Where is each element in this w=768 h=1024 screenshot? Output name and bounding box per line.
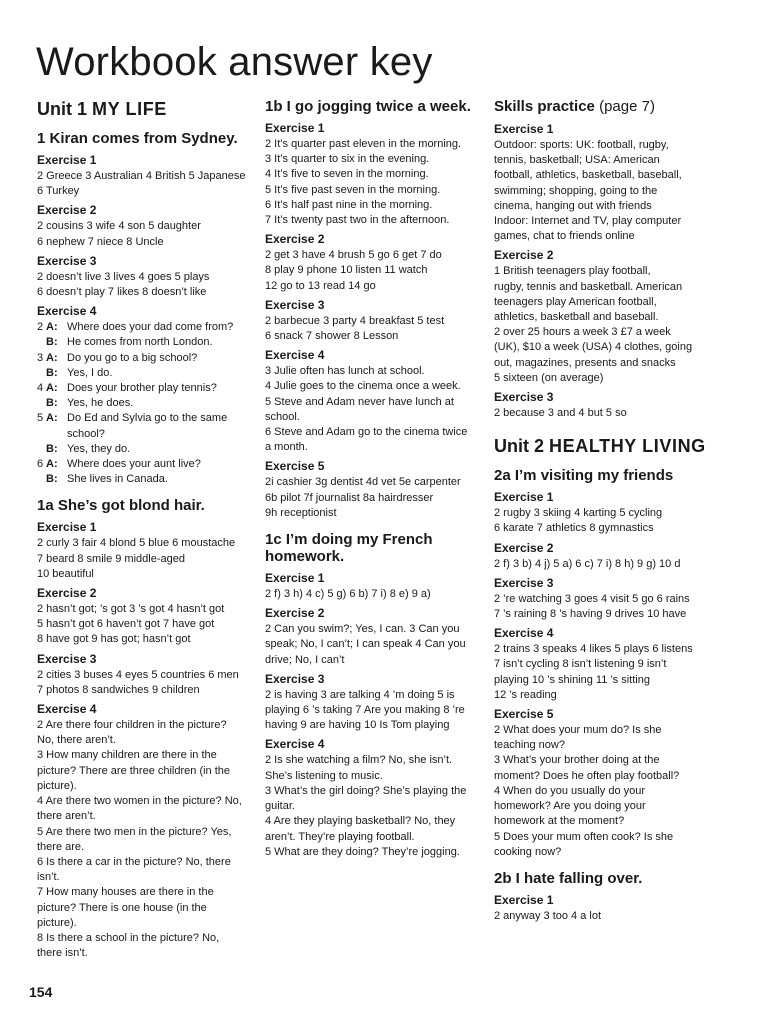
answer-line: 12 ’s reading: [494, 688, 557, 701]
unit-heading: [37, 98, 259, 120]
unit-number: Unit 2: [494, 436, 545, 457]
exercise-block: [37, 153, 259, 199]
dialogue-text: Where does your aunt live?: [67, 458, 201, 471]
exercise-block: [37, 586, 259, 648]
answer-line: 2 because 3 and 4 but 5 so: [494, 407, 627, 420]
answer-line: 4 It’s five to seven in the morning.: [265, 168, 429, 181]
dialogue-number: [37, 366, 46, 381]
exercise-block: [494, 576, 734, 622]
answer-line: picture).: [37, 779, 77, 792]
exercise-heading: Exercise 4: [494, 626, 554, 641]
exercise-block: [265, 348, 487, 455]
answer-line: 8 have got 9 has got; hasn’t got: [37, 633, 191, 646]
column-3: [494, 98, 734, 934]
answer-line: 9h receptionist: [265, 506, 337, 519]
answer-line: 2 What does your mum do? Is she: [494, 724, 662, 737]
dialogue-speaker: B:: [46, 366, 58, 379]
dialogue-line: [37, 472, 259, 487]
answer-line: 6 Is there a car in the picture? No, there: [37, 855, 231, 868]
answer-line: 4 Are they playing basketball? No, they: [265, 815, 456, 828]
answer-line: 4 Are there two women in the picture? No,: [37, 795, 242, 808]
lesson-section: [37, 130, 259, 487]
answer-line: aren’t. They’re playing football.: [265, 830, 415, 843]
dialogue-line: [37, 366, 259, 381]
answer-line: 12 go to 13 read 14 go: [265, 279, 376, 292]
exercise-heading: Exercise 4: [265, 737, 325, 752]
exercise-heading: Exercise 1: [37, 153, 97, 167]
skills-heading-page: (page 7): [599, 98, 655, 115]
answer-line: 6 karate 7 athletics 8 gymnastics: [494, 522, 654, 535]
answer-line: moment? Does he often play football?: [494, 769, 680, 782]
lesson-section: [265, 98, 487, 521]
exercise-block: [265, 672, 487, 734]
dialogue-speaker: B:: [46, 397, 58, 410]
answer-line: Indoor: Internet and TV, play computer: [494, 215, 682, 228]
answer-line: 6 doesn’t play 7 likes 8 doesn’t like: [37, 286, 207, 299]
answer-line: there aren’t.: [37, 810, 96, 823]
answer-line: teenagers play American football,: [494, 295, 657, 308]
exercise-heading: Exercise 3: [494, 390, 554, 405]
answer-line: out, magazines, presents and snacks: [494, 356, 676, 369]
dialogue-text: Does your brother play tennis?: [67, 382, 217, 395]
exercise-block: [265, 121, 487, 228]
dialogue-text: Do you go to a big school?: [67, 351, 198, 364]
answer-line: 7 It’s twenty past two in the afternoon.: [265, 214, 450, 227]
skills-section: [494, 98, 734, 421]
answer-line: guitar.: [265, 800, 295, 813]
dialogue-number: 2: [37, 321, 44, 334]
unit-topic: HEALTHY LIVING: [549, 436, 706, 457]
exercise-block: [265, 737, 487, 859]
answer-line: there are.: [37, 840, 85, 853]
answer-line: 5 It’s five past seven in the morning.: [265, 183, 441, 196]
exercise-block: [37, 254, 259, 300]
answer-line: 10 beautiful: [37, 567, 94, 580]
dialogue-speaker: A:: [46, 458, 58, 471]
answer-line: 3 What’s the girl doing? She’s playing the: [265, 784, 467, 797]
exercise-heading: Exercise 3: [265, 671, 325, 686]
dialogue-number: 4: [37, 382, 44, 395]
lesson-heading: 2a I’m visiting my friends: [494, 467, 674, 485]
exercise-block: [265, 232, 487, 294]
answer-line: homework? Are you doing your: [494, 800, 646, 813]
exercise-heading: Exercise 4: [37, 702, 97, 717]
answer-line: tennis, basketball; USA: American: [494, 154, 660, 167]
dialogue-line: [37, 457, 259, 472]
lesson-heading: 1a She’s got blond hair.: [37, 497, 205, 515]
lesson-heading: 1 Kiran comes from Sydney.: [37, 130, 238, 147]
dialogue-speaker: A:: [46, 321, 58, 334]
answer-line: 3 Julie often has lunch at school.: [265, 365, 425, 378]
dialogue-number: [37, 427, 46, 442]
answer-line: 5 hasn’t got 6 haven’t got 7 have got: [37, 618, 215, 631]
dialogue-number: [37, 442, 46, 457]
answer-line: teaching now?: [494, 739, 565, 752]
answer-line: picture? There are three children (in the: [37, 764, 231, 777]
dialogue-text: Do Ed and Sylvia go to the same: [67, 412, 228, 425]
dialogue-line: [37, 335, 259, 350]
answer-line: athletics, basketball and baseball.: [494, 311, 659, 324]
answer-line: school.: [265, 410, 300, 423]
dialogue-speaker: B:: [46, 442, 58, 455]
dialogue-number: [37, 472, 46, 487]
exercise-heading: Exercise 1: [494, 892, 554, 907]
answer-line: 6 nephew 7 niece 8 Uncle: [37, 235, 164, 248]
dialogue-line: [37, 396, 259, 411]
answer-line: picture).: [37, 916, 77, 929]
answer-line: She’s listening to music.: [265, 769, 383, 782]
answer-line: 7 isn’t cycling 8 isn’t listening 9 isn’t: [494, 658, 667, 671]
answer-line: (UK), $10 a week (USA) 4 clothes, going: [494, 341, 693, 354]
dialogue-speaker: A:: [46, 351, 58, 364]
exercise-block: [37, 203, 259, 249]
exercise-heading: Exercise 3: [494, 575, 554, 590]
lesson-section: [494, 870, 734, 924]
lesson-section: [37, 497, 259, 961]
exercise-heading: Exercise 1: [494, 122, 554, 136]
dialogue-text: Where does your dad come from?: [67, 321, 234, 334]
dialogue-line: [37, 411, 259, 426]
exercise-block: [265, 606, 487, 668]
answer-line: picture? There is one house (in the: [37, 901, 207, 914]
answer-line: Outdoor: sports: UK: football, rugby,: [494, 139, 669, 151]
answer-line: 7 photos 8 sandwiches 9 children: [37, 683, 200, 696]
answer-line: speak; No, I can’t; I can speak 4 Can you: [265, 638, 466, 651]
dialogue-number: 3: [37, 351, 44, 364]
answer-line: 2 get 3 have 4 brush 5 go 6 get 7 do: [265, 249, 442, 262]
page-title: Workbook answer key: [36, 40, 433, 84]
skills-heading-bold: Skills practice: [494, 98, 595, 115]
exercise-block: [494, 707, 734, 860]
answer-line: 2 rugby 3 skiing 4 karting 5 cycling: [494, 507, 663, 520]
dialogue-line: [37, 320, 259, 335]
exercise-block: [494, 490, 734, 536]
exercise-heading: Exercise 5: [494, 707, 554, 722]
answer-line: 2 trains 3 speaks 4 likes 5 plays 6 listens: [494, 643, 693, 656]
exercise-block: [37, 304, 259, 487]
dialogue-number: [37, 335, 46, 350]
exercise-heading: Exercise 3: [37, 651, 97, 666]
dialogue-line: [37, 442, 259, 457]
answer-line: 2 Is she watching a film? No, she isn’t.: [265, 754, 453, 767]
answer-line: 3 It’s quarter to six in the evening.: [265, 153, 430, 166]
exercise-heading: Exercise 3: [265, 297, 325, 312]
answer-line: 3 What’s your brother doing at the: [494, 754, 660, 767]
answer-line: isn’t.: [37, 871, 60, 884]
lesson-section: [265, 531, 487, 860]
exercise-heading: Exercise 2: [494, 540, 554, 555]
answer-line: 2 It’s quarter past eleven in the morning.: [265, 138, 462, 150]
answer-line: 5 Are there two men in the picture? Yes,: [37, 825, 232, 838]
answer-line: 7 beard 8 smile 9 middle-aged: [37, 552, 185, 565]
answer-line: playing 6 ’s taking 7 Are you making 8 ’re: [265, 704, 465, 717]
answer-line: 7 How many houses are there in the: [37, 886, 214, 899]
exercise-heading: Exercise 2: [265, 606, 325, 621]
dialogue-text: Yes, they do.: [67, 442, 131, 455]
answer-line: 3 How many children are there in the: [37, 749, 217, 762]
answer-line: having 9 are having 10 Is Tom playing: [265, 719, 450, 732]
dialogue-text: Yes, I do.: [67, 366, 113, 379]
answer-line: 2 f) 3 b) 4 j) 5 a) 6 c) 7 i) 8 h) 9 g) 10 d: [494, 557, 681, 570]
answer-line: 2 Are there four children in the picture?: [37, 719, 227, 732]
exercise-block: [494, 626, 734, 703]
lesson-heading: 1c I’m doing my French homework.: [265, 531, 433, 566]
dialogue-line: [37, 351, 259, 366]
exercise-heading: Exercise 1: [494, 490, 554, 505]
answer-line: 5 What are they doing? They’re jogging.: [265, 845, 460, 858]
answer-line: 6b pilot 7f journalist 8a hairdresser: [265, 491, 434, 504]
exercise-heading: Exercise 1: [265, 121, 325, 135]
answer-line: cinema, hanging out with friends: [494, 199, 652, 212]
answer-line: 2 curly 3 fair 4 blond 5 blue 6 moustache: [37, 537, 236, 550]
answer-line: 6 snack 7 shower 8 Lesson: [265, 330, 399, 343]
answer-line: 1 British teenagers play football,: [494, 265, 651, 278]
exercise-block: [37, 702, 259, 961]
exercise-block: [37, 652, 259, 698]
answer-line: a month.: [265, 441, 308, 454]
answer-line: 2 hasn’t got; ’s got 3 ’s got 4 hasn’t got: [37, 603, 225, 616]
exercise-block: [494, 248, 734, 386]
answer-line: No, there aren’t.: [37, 734, 116, 747]
exercise-block: [265, 298, 487, 344]
answer-line: 2 ’re watching 3 goes 4 visit 5 go 6 rains: [494, 592, 690, 605]
dialogue-speaker: A:: [46, 382, 58, 395]
dialogue-text: Yes, he does.: [67, 397, 134, 410]
answer-line: football, athletics, basketball, baseball,: [494, 169, 682, 182]
answer-line: 8 play 9 phone 10 listen 11 watch: [265, 264, 428, 277]
lesson-section: [494, 467, 734, 860]
answer-line: 2 is having 3 are talking 4 ’m doing 5 is: [265, 688, 455, 701]
answer-line: drive; No, I can’t: [265, 653, 345, 666]
exercise-heading: Exercise 3: [37, 253, 97, 268]
answer-line: 4 When do you usually do your: [494, 784, 646, 797]
exercise-block: [265, 459, 487, 521]
dialogue-number: [37, 396, 46, 411]
answer-line: 6 Steve and Adam go to the cinema twice: [265, 426, 468, 439]
dialogue-number: 6: [37, 458, 44, 471]
answer-line: 6 It’s half past nine in the morning.: [265, 198, 433, 211]
answer-line: 2 cities 3 buses 4 eyes 5 countries 6 men: [37, 668, 239, 681]
dialogue-text: school?: [67, 427, 105, 440]
column-2: [265, 98, 487, 870]
exercise-heading: Exercise 4: [265, 348, 325, 363]
column-1: [37, 98, 259, 971]
lesson-heading: 2b I hate falling over.: [494, 869, 643, 887]
exercise-block: [494, 541, 734, 572]
unit-number: Unit 1: [37, 99, 88, 119]
exercise-heading: Exercise 1: [37, 520, 97, 535]
exercise-block: [494, 122, 734, 244]
answer-line: rugby, tennis and basketball. American: [494, 280, 683, 293]
answer-line: 2 over 25 hours a week 3 £7 a week: [494, 326, 671, 339]
answer-line: 6 Turkey: [37, 185, 80, 198]
answer-line: 2 cousins 3 wife 4 son 5 daughter: [37, 220, 201, 233]
dialogue-text: He comes from north London.: [67, 336, 213, 349]
dialogue-number: 5: [37, 412, 44, 425]
answer-line: swimming; shopping, going to the: [494, 184, 658, 197]
exercise-heading: Exercise 2: [37, 586, 97, 601]
page-number: 154: [29, 984, 53, 1000]
exercise-heading: Exercise 5: [265, 459, 325, 474]
dialogue-speaker: B:: [46, 473, 58, 486]
answer-line: games, chat to friends online: [494, 230, 635, 243]
answer-line: there isn’t.: [37, 947, 88, 960]
answer-line: homework at the moment?: [494, 815, 625, 828]
answer-line: 5 Does your mum often cook? Is she: [494, 830, 674, 843]
answer-line: 2 anyway 3 too 4 a lot: [494, 909, 602, 922]
answer-line: 8 Is there a school in the picture? No,: [37, 931, 220, 944]
exercise-heading: Exercise 2: [37, 203, 97, 218]
dialogue-speaker: B:: [46, 336, 58, 349]
dialogue-text: She lives in Canada.: [67, 473, 168, 486]
dialogue-line: [37, 381, 259, 396]
answer-line: 2i cashier 3g dentist 4d vet 5e carpenter: [265, 476, 461, 489]
answer-line: 5 sixteen (on average): [494, 371, 604, 384]
answer-line: 2 f) 3 h) 4 c) 5 g) 6 b) 7 i) 8 e) 9 a): [265, 588, 431, 601]
exercise-block: [494, 390, 734, 421]
skills-heading: [494, 98, 734, 116]
answer-line: 7 ’s raining 8 ’s having 9 drives 10 have: [494, 608, 687, 621]
answer-line: 5 Steve and Adam never have lunch at: [265, 395, 454, 408]
answer-line: 2 doesn’t live 3 lives 4 goes 5 plays: [37, 270, 210, 283]
dialogue-line: [37, 427, 259, 442]
exercise-heading: Exercise 2: [265, 232, 325, 247]
answer-line: cooking now?: [494, 845, 562, 858]
answer-line: 2 Greece 3 Australian 4 British 5 Japanese: [37, 170, 246, 182]
exercise-heading: Exercise 1: [265, 571, 325, 586]
exercise-heading: Exercise 4: [37, 304, 97, 319]
exercise-block: [37, 520, 259, 582]
dialogue-speaker: A:: [46, 412, 58, 425]
answer-line: 2 barbecue 3 party 4 breakfast 5 test: [265, 314, 445, 327]
answer-line: 4 Julie goes to the cinema once a week.: [265, 380, 461, 393]
answer-line: playing 10 ’s shining 11 ’s sitting: [494, 673, 650, 686]
unit-heading: [494, 435, 734, 457]
lesson-heading: 1b I go jogging twice a week.: [265, 98, 471, 115]
exercise-block: [494, 893, 734, 924]
unit-topic: MY LIFE: [92, 99, 167, 119]
dialogue-speaker: [46, 427, 67, 442]
answer-line: 2 Can you swim?; Yes, I can. 3 Can you: [265, 623, 460, 636]
exercise-block: [265, 571, 487, 602]
exercise-heading: Exercise 2: [494, 248, 554, 263]
